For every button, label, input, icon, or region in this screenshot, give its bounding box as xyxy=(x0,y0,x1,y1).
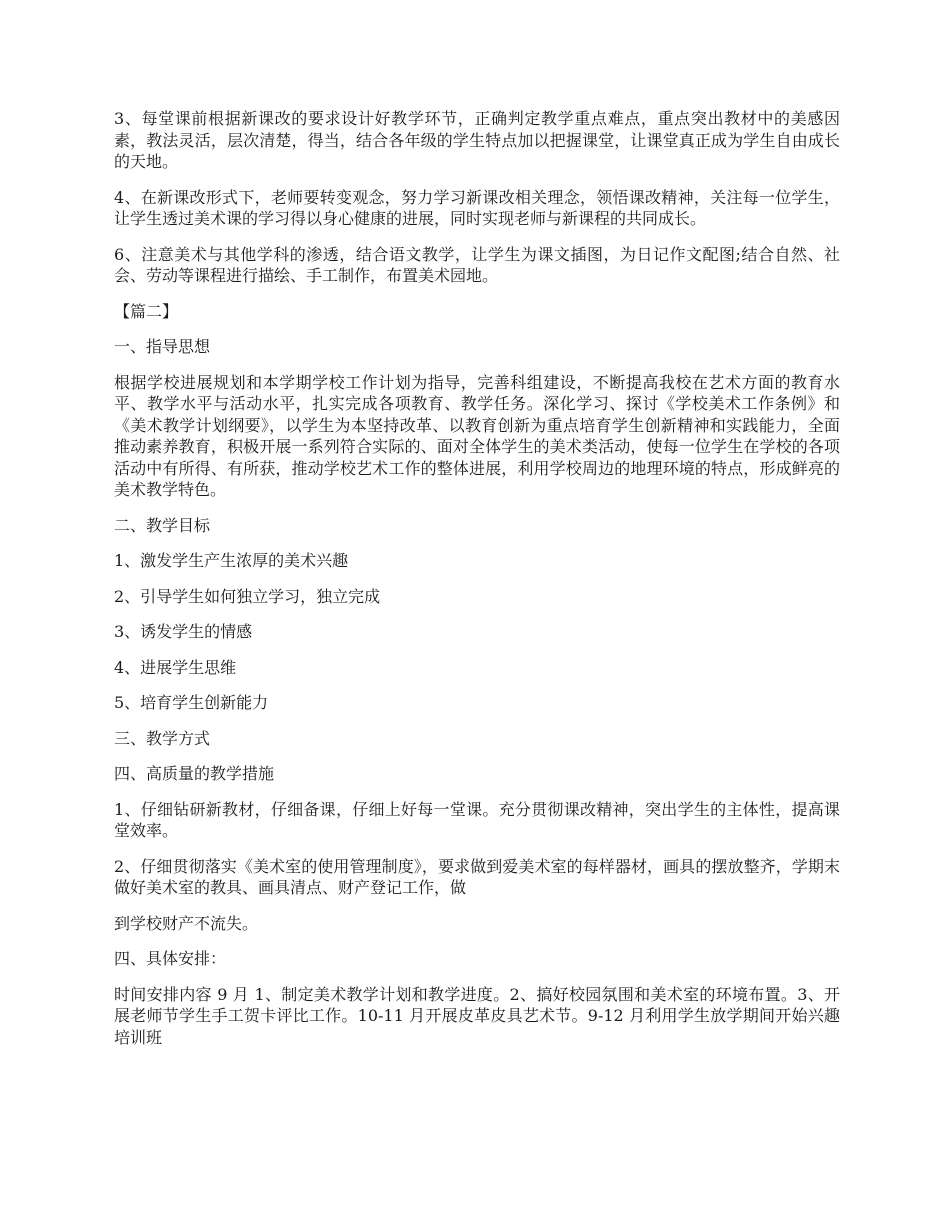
paragraph-guiding-ideology: 根据学校进展规划和本学期学校工作计划为指导，完善科组建设，不断提高我校在艺术方面的教育水平、教学水平与活动水平，扎实完成各项教育、教学任务。深化学习、探讨《学校美术工作条例》和《美术教学计划纲要》，以学生为本坚持改革、以教育创新为重点培育学生创新精神和实践能力，全面推动素养教育，积极开展一系列符合实际的、面对全体学生的美术类活动，使每一位学生在学校的各项活动中有所得、有所获，推动学校艺术工作的整体进展，利用学校周边的地理环境的特点，形成鲜亮的美术教学特色。 xyxy=(114,372,840,499)
heading-specific-arrangement: 四、具体安排： xyxy=(114,949,227,968)
measure-item-1: 1、仔细钻研新教材，仔细备课，仔细上好每一堂课。充分贯彻课改精神，突出学生的主体性，提高课堂效率。 xyxy=(114,799,840,840)
heading-teaching-methods: 三、教学方式 xyxy=(114,728,211,748)
measure-item-2: 2、仔细贯彻落实《美术室的使用管理制度》，要求做到爱美术室的每样器材，画具的摆放整齐，学期末做好美术室的教具、画具清点、财产登记工作，做 xyxy=(114,856,840,897)
goal-item-4: 4、进展学生思维 xyxy=(114,657,237,677)
measure-item-2-continued: 到学校财产不流失。 xyxy=(114,913,259,933)
heading-teaching-measures: 四、高质量的教学措施 xyxy=(114,764,275,783)
section-heading-part-two: 【篇二】 xyxy=(114,301,179,321)
paragraph-subject-integration: 6、注意美术与其他学科的渗透，结合语文教学，让学生为课文插图，为日记作文配图;结合自然、社会、劳动等课程进行描绘、手工制作，布置美术园地。 xyxy=(114,244,840,285)
goal-item-5: 5、培育学生创新能力 xyxy=(114,693,269,712)
goal-item-1: 1、激发学生产生浓厚的美术兴趣 xyxy=(114,551,349,570)
document-page xyxy=(114,108,840,1062)
heading-teaching-goals: 二、教学目标 xyxy=(114,515,211,535)
paragraph-schedule: 时间安排内容 9 月 1、制定美术教学计划和教学进度。2、搞好校园氛围和美术室的环境布置。3、开展老师节学生手工贺卡评比工作。10-11 月开展皮革皮具艺术节。9-12 月利用学生放学期间开始兴趣培训班 xyxy=(114,984,840,1047)
paragraph-lesson-design: 3、每堂课前根据新课改的要求设计好教学环节，正确判定教学重点难点，重点突出教材中的美感因素，教法灵活，层次清楚，得当，结合各年级的学生特点加以把握课堂，让课堂真正成为学生自由成长的天地。 xyxy=(114,109,840,171)
paragraph-new-curriculum: 4、在新课改形式下，老师要转变观念，努力学习新课改相关理念，领悟课改精神，关注每一位学生，让学生透过美术课的学习得以身心健康的进展，同时实现老师与新课程的共同成长。 xyxy=(114,187,840,228)
heading-guiding-ideology: 一、指导思想 xyxy=(114,337,211,356)
goal-item-2: 2、引导学生如何独立学习，独立完成 xyxy=(114,586,381,606)
goal-item-3: 3、诱发学生的情感 xyxy=(114,622,253,641)
